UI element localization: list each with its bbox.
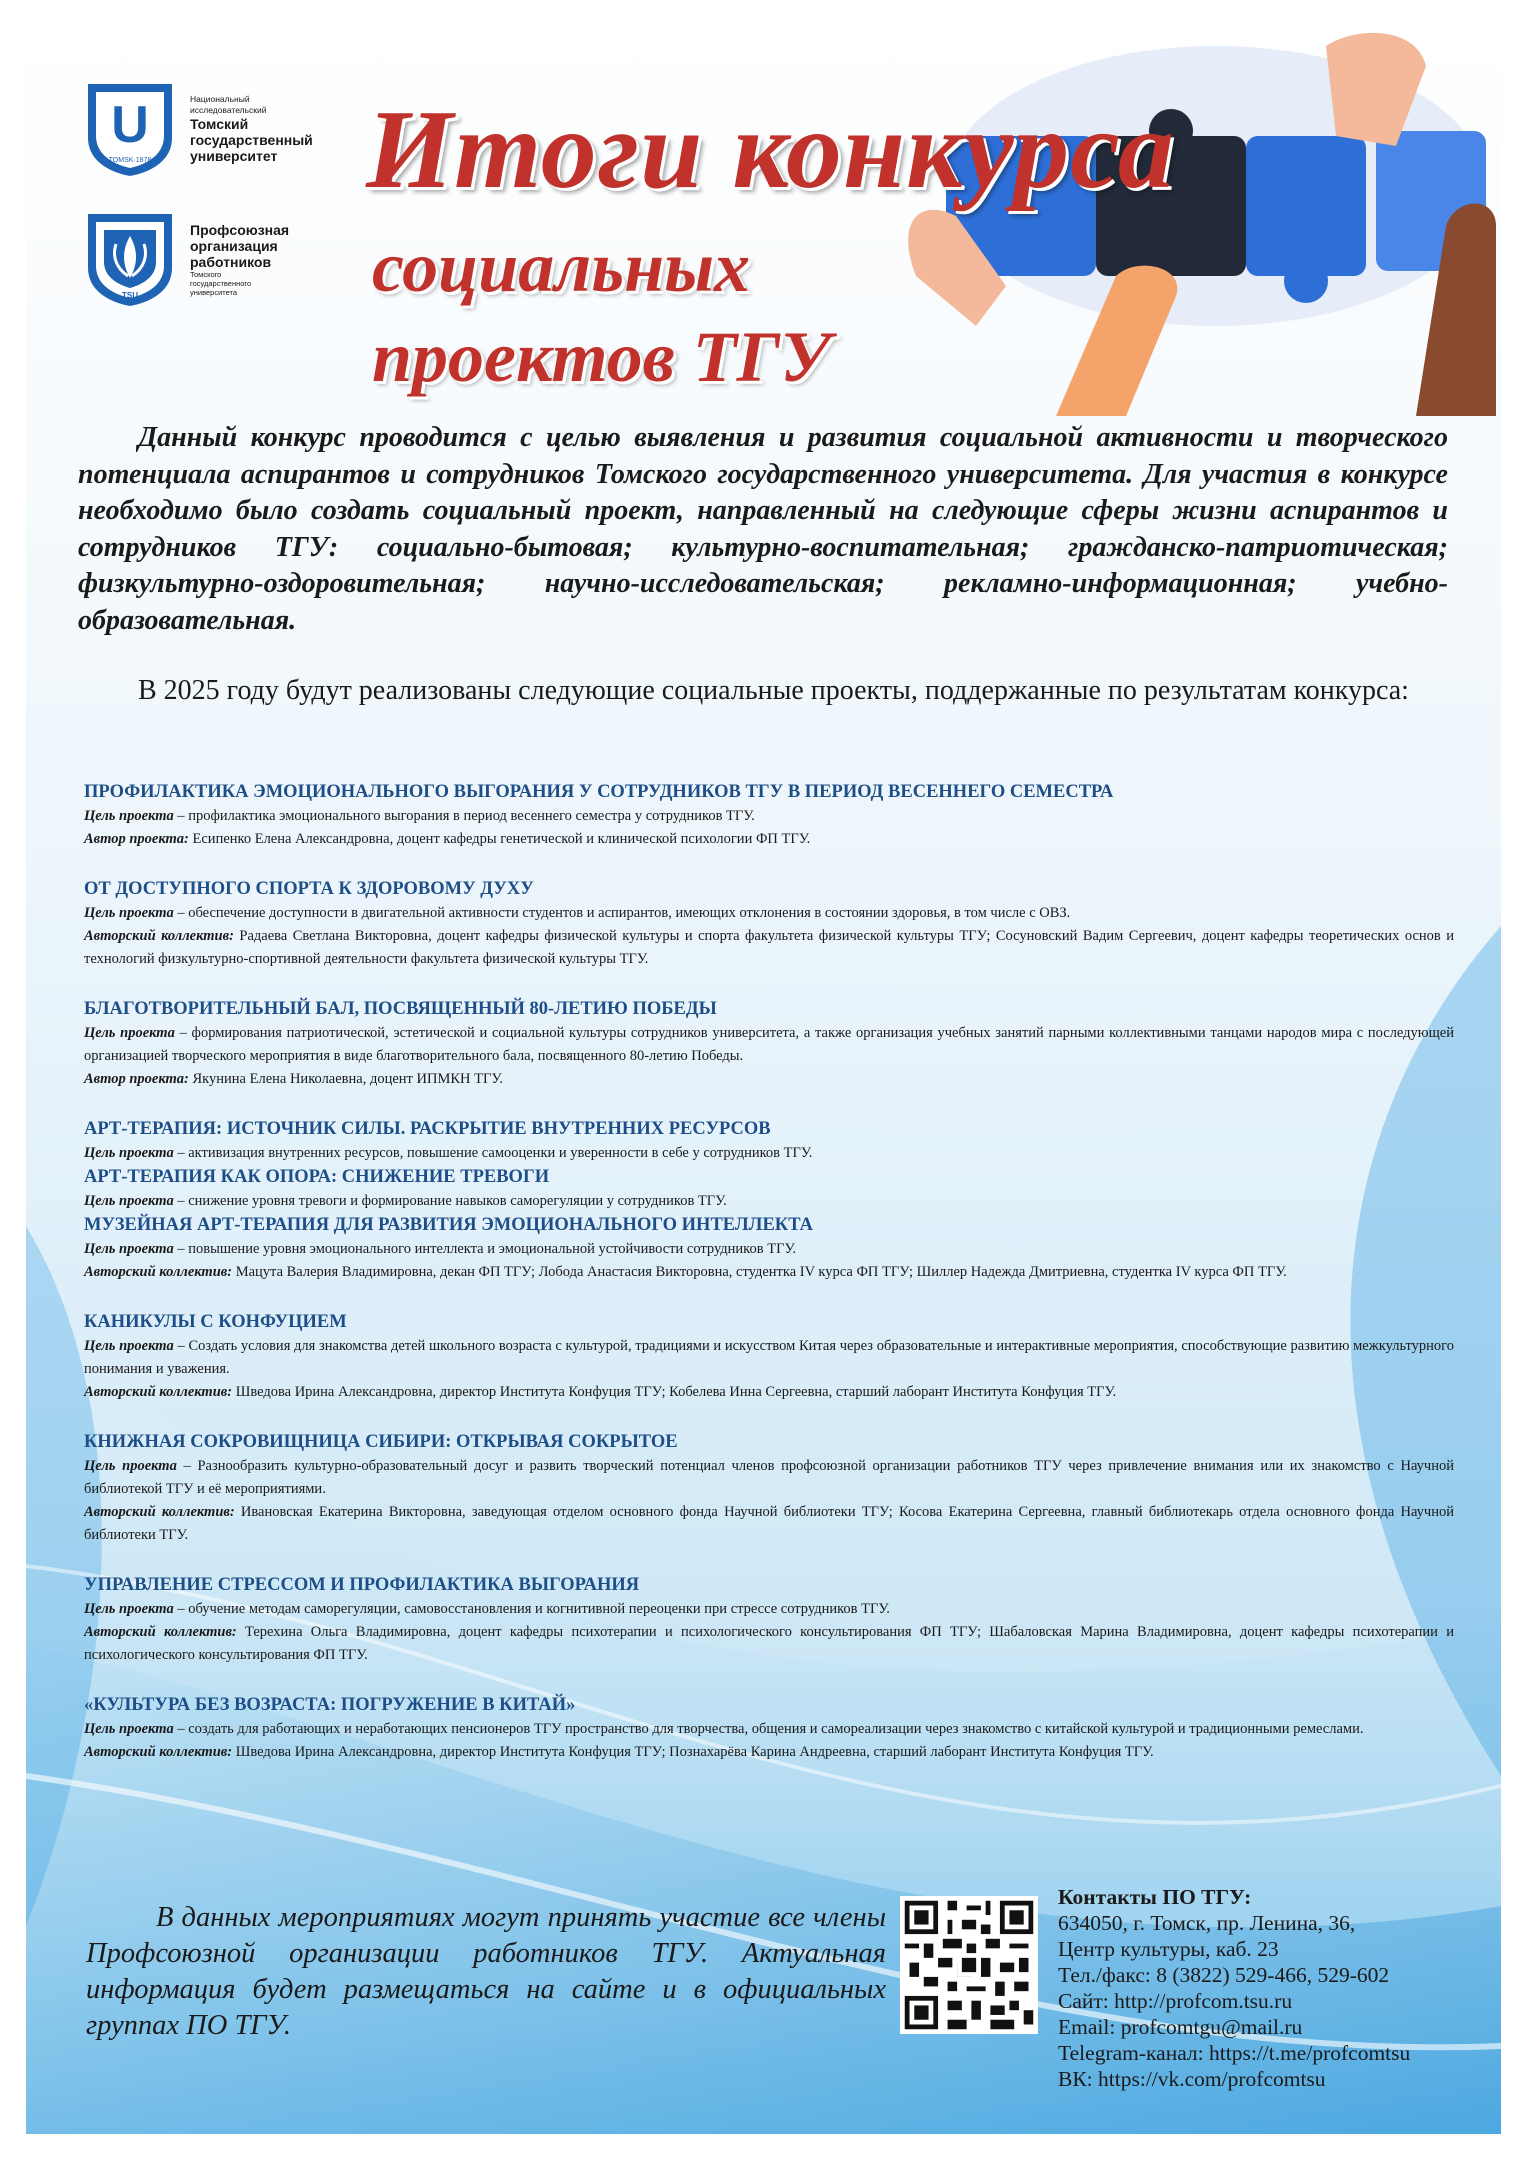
tsu-shield-icon [82, 80, 178, 178]
tsu-line4: государственный [190, 132, 313, 148]
contacts-phone: Тел./факс: 8 (3822) 529-466, 529-602 [1058, 1963, 1390, 1987]
lead-paragraph: В 2025 году будут реализованы следующие социальные проекты, поддержанные по результатам конкурса: [138, 675, 1409, 706]
contacts-telegram-link[interactable]: Telegram-канал: https://t.me/profcomtsu [1058, 2041, 1411, 2065]
project-goal-label: Цель проекта [84, 1025, 175, 1041]
project-author-label: Авторский коллектив: [84, 1624, 237, 1640]
tsu-line1: Национальный [190, 94, 250, 104]
contacts-block [1058, 1884, 1410, 2092]
page-title-line2: социальных [372, 227, 751, 307]
project-goal-text: – Создать условия для знакомства детей школьного возраста с культурой, традициями и искусством Китая через образовательные и интерактивные мероприятия, способствующие развитию межкультурного понимания и уважения. [84, 1338, 1455, 1377]
footer-note: В данных мероприятиях могут принять участие все члены Профсоюзной организации работников ТГУ. Актуальная информация будет размещаться на сайте и в официальных группах ПО ТГУ. [86, 1902, 886, 2041]
project-author-label: Автор проекта: [84, 1071, 189, 1087]
project-title: КАНИКУЛЫ С КОНФУЦИЕМ [84, 1312, 347, 1332]
project-goal [84, 805, 1454, 828]
contacts-address1: 634050, г. Томск, пр. Ленина, 36, [1058, 1911, 1356, 1935]
project-goal-label: Цель проекта [84, 808, 174, 824]
project-title: АРТ-ТЕРАПИЯ: ИСТОЧНИК СИЛЫ. РАСКРЫТИЕ ВНУТРЕННИХ РЕСУРСОВ [84, 1119, 771, 1139]
project-goal-label: Цель проекта [84, 1193, 174, 1209]
project-author [84, 1741, 1454, 1764]
project-author-text: Радаева Светлана Викторовна, доцент кафедры физической культуры и спорта факультета физической культуры ТГУ; Сосуновский Вадим Сергеевич, доцент кафедры теоретических основ и технологий физкультурно-спортивной деятельности факультета физической культуры ТГУ. [84, 928, 1454, 967]
project-goal-text: – создать для работающих и неработающих пенсионеров ТГУ пространство для творчества, общения и самореализации через знакомство с китайской культурой и традиционными ремеслами. [173, 1721, 1364, 1737]
union-line6: университета [190, 287, 238, 297]
project-author [84, 1068, 1454, 1091]
project-author-text: Есипенко Елена Александровна, доцент кафедры генетической и клинической психологии ФП ТГУ. [188, 831, 811, 847]
project-item [84, 780, 1454, 851]
project-item [84, 1213, 1454, 1284]
union-line5: государственного [190, 278, 252, 288]
tsu-logo [82, 80, 313, 178]
poster-page [26, 26, 1501, 2134]
qr-code-icon[interactable] [900, 1896, 1038, 2034]
project-goal [84, 1598, 1454, 1621]
project-goal [84, 1335, 1454, 1381]
project-author-text: Ивановская Екатерина Викторовна, заведующая отделом основного фонда Научной библиотеки ТГУ; Косова Екатерина Сергеевна, главный библиотекарь отдела основного фонда Научной библиотеки ТГУ. [84, 1504, 1454, 1543]
tsu-line2: исследовательский [190, 105, 267, 115]
project-goal-label: Цель проекта [84, 1241, 174, 1257]
project-author [84, 1501, 1454, 1547]
project-goal-text: – обеспечение доступности в двигательной активности студентов и аспирантов, имеющих отклонения в состоянии здоровья, в том числе с ОВЗ. [173, 905, 1071, 921]
project-goal-text: – Разнообразить культурно-образовательный досуг и развить творческий потенциал членов профсоюзной организации работников ТГУ через привлечение внимания или их знакомство с Научной библиотекой ТГУ и её мероприятиями. [84, 1458, 1454, 1497]
project-author-label: Авторский коллектив: [84, 1744, 233, 1760]
project-goal [84, 902, 1454, 925]
project-goal-label: Цель проекта [84, 1721, 174, 1737]
project-author-label: Авторский коллектив: [84, 1384, 233, 1400]
contacts-vk-link[interactable]: ВК: https://vk.com/profcomtsu [1058, 2067, 1326, 2091]
project-author-label: Автор проекта: [84, 831, 189, 847]
project-item [84, 877, 1454, 971]
union-logo [82, 210, 289, 308]
project-title: УПРАВЛЕНИЕ СТРЕССОМ И ПРОФИЛАКТИКА ВЫГОРАНИЯ [84, 1575, 640, 1595]
project-title: «КУЛЬТУРА БЕЗ ВОЗРАСТА: ПОГРУЖЕНИЕ В КИТАЙ» [84, 1695, 576, 1715]
page-title-line1: Итоги конкурса [366, 88, 1175, 212]
project-goal [84, 1142, 1454, 1165]
project-goal-label: Цель проекта [84, 1601, 174, 1617]
tsu-mark-caption: TOMSK·1878 [108, 157, 152, 164]
tsu-line3: Томский [190, 116, 249, 132]
project-title: АРТ-ТЕРАПИЯ КАК ОПОРА: СНИЖЕНИЕ ТРЕВОГИ [84, 1167, 550, 1187]
project-author-text: Терехина Ольга Владимировна, доцент кафедры психотерапии и психологического консультирования ФП ТГУ; Шабаловская Марина Владимировна, доцент кафедры психотерапии и психологического консультирования ФП ТГУ. [84, 1624, 1454, 1663]
project-author-text: Мацута Валерия Владимировна, декан ФП ТГУ; Лобода Анастасия Викторовна, студентка IV курса ФП ТГУ; Шиллер Надежда Дмитриевна, студентка IV курса ФП ТГУ. [232, 1264, 1287, 1280]
project-goal [84, 1455, 1454, 1501]
page-title-line3: проектов ТГУ [372, 317, 831, 397]
project-title: БЛАГОТВОРИТЕЛЬНЫЙ БАЛ, ПОСВЯЩЕННЫЙ 80-ЛЕТИЮ ПОБЕДЫ [84, 999, 717, 1019]
project-goal-label: Цель проекта [84, 1145, 174, 1161]
union-mark-caption: TSU [122, 291, 138, 300]
project-goal-text: – снижение уровня тревоги и формирование навыков саморегуляции у сотрудников ТГУ. [173, 1193, 727, 1209]
project-goal-text: – обучение методам саморегуляции, самовосстановления и когнитивной переоценки при стрессе сотрудников ТГУ. [173, 1601, 890, 1617]
project-item [84, 1117, 1454, 1165]
project-title: КНИЖНАЯ СОКРОВИЩНИЦА СИБИРИ: ОТКРЫВАЯ СОКРЫТОЕ [84, 1432, 678, 1452]
project-author [84, 1261, 1454, 1284]
project-goal-text: – активизация внутренних ресурсов, повышение самооценки и уверенности в себе у сотрудников ТГУ. [173, 1145, 813, 1161]
union-line3: работников [190, 253, 272, 270]
project-goal [84, 1238, 1454, 1261]
project-author-text: Шведова Ирина Александровна, директор Института Конфуция ТГУ; Кобелева Инна Сергеевна, старший лаборант Института Конфуция ТГУ. [232, 1384, 1117, 1400]
project-author [84, 828, 1454, 851]
tsu-line5: университет [190, 148, 278, 164]
union-line4: Томского [190, 269, 222, 279]
union-line1: Профсоюзная [190, 221, 290, 238]
contacts-email-link[interactable]: Email: profcomtgu@mail.ru [1058, 2015, 1303, 2039]
project-goal-text: – профилактика эмоционального выгорания в период весеннего семестра у сотрудников ТГУ. [173, 808, 755, 824]
project-item [84, 1430, 1454, 1547]
project-item [84, 1693, 1454, 1764]
puzzle-hands-illustration [856, 26, 1501, 416]
project-goal-label: Цель проекта [84, 1458, 177, 1474]
project-title: ОТ ДОСТУПНОГО СПОРТА К ЗДОРОВОМУ ДУХУ [84, 879, 534, 899]
project-item [84, 1165, 1454, 1213]
project-goal [84, 1022, 1454, 1068]
project-item [84, 1310, 1454, 1404]
intro-paragraph: Данный конкурс проводится с целью выявления и развития социальной активности и творческого потенциала аспирантов и сотрудников Томского государственного университета. Для участия в конкурсе необходимо было создать социальный проект, направленный на следующие сферы жизни аспирантов и сотрудников ТГУ: социально-бытовая; культурно-воспитательная; гражданско-патриотическая; физкультурно-оздоровительная; научно-исследовательская; рекламно-информационная; учебно-образовательная. [78, 422, 1448, 636]
project-goal-label: Цель проекта [84, 1338, 174, 1354]
project-goal-text: – формирования патриотической, эстетической и социальной культуры сотрудников университета, а также организация учебных занятий парными коллективными танцами народов мира с последующей организацией творческого мероприятия в виде благотворительного бала, посвященного 80-летию Победы. [84, 1025, 1454, 1064]
contacts-address2: Центр культуры, каб. 23 [1058, 1937, 1279, 1961]
project-title: МУЗЕЙНАЯ АРТ-ТЕРАПИЯ ДЛЯ РАЗВИТИЯ ЭМОЦИОНАЛЬНОГО ИНТЕЛЛЕКТА [84, 1215, 813, 1235]
project-author [84, 1621, 1454, 1667]
project-item [84, 1573, 1454, 1667]
union-line2: организация [190, 237, 278, 254]
project-goal-label: Цель проекта [84, 905, 174, 921]
project-goal [84, 1190, 1454, 1213]
project-author-text: Шведова Ирина Александровна, директор Института Конфуция ТГУ; Познахарёва Карина Андреевна, старший лаборант Института Конфуция ТГУ. [232, 1744, 1154, 1760]
union-shield-icon [82, 210, 178, 308]
project-author [84, 925, 1454, 971]
project-author-text: Якунина Елена Николаевна, доцент ИПМКН ТГУ. [188, 1071, 503, 1087]
project-author-label: Авторский коллектив: [84, 928, 234, 944]
project-author-label: Авторский коллектив: [84, 1504, 235, 1520]
project-goal [84, 1718, 1454, 1741]
contacts-site-link[interactable]: Сайт: http://profcom.tsu.ru [1058, 1989, 1293, 2013]
contacts-title: Контакты ПО ТГУ: [1058, 1885, 1252, 1909]
project-goal-text: – повышение уровня эмоционального интеллекта и эмоциональной устойчивости сотрудников ТГУ. [173, 1241, 796, 1257]
tsu-mark-letter: U [111, 96, 149, 154]
projects-list [84, 780, 1454, 1764]
project-item [84, 997, 1454, 1091]
project-title: ПРОФИЛАКТИКА ЭМОЦИОНАЛЬНОГО ВЫГОРАНИЯ У СОТРУДНИКОВ ТГУ В ПЕРИОД ВЕСЕННЕГО СЕМЕСТРА [84, 782, 1114, 802]
project-author [84, 1381, 1454, 1404]
project-author-label: Авторский коллектив: [84, 1264, 233, 1280]
